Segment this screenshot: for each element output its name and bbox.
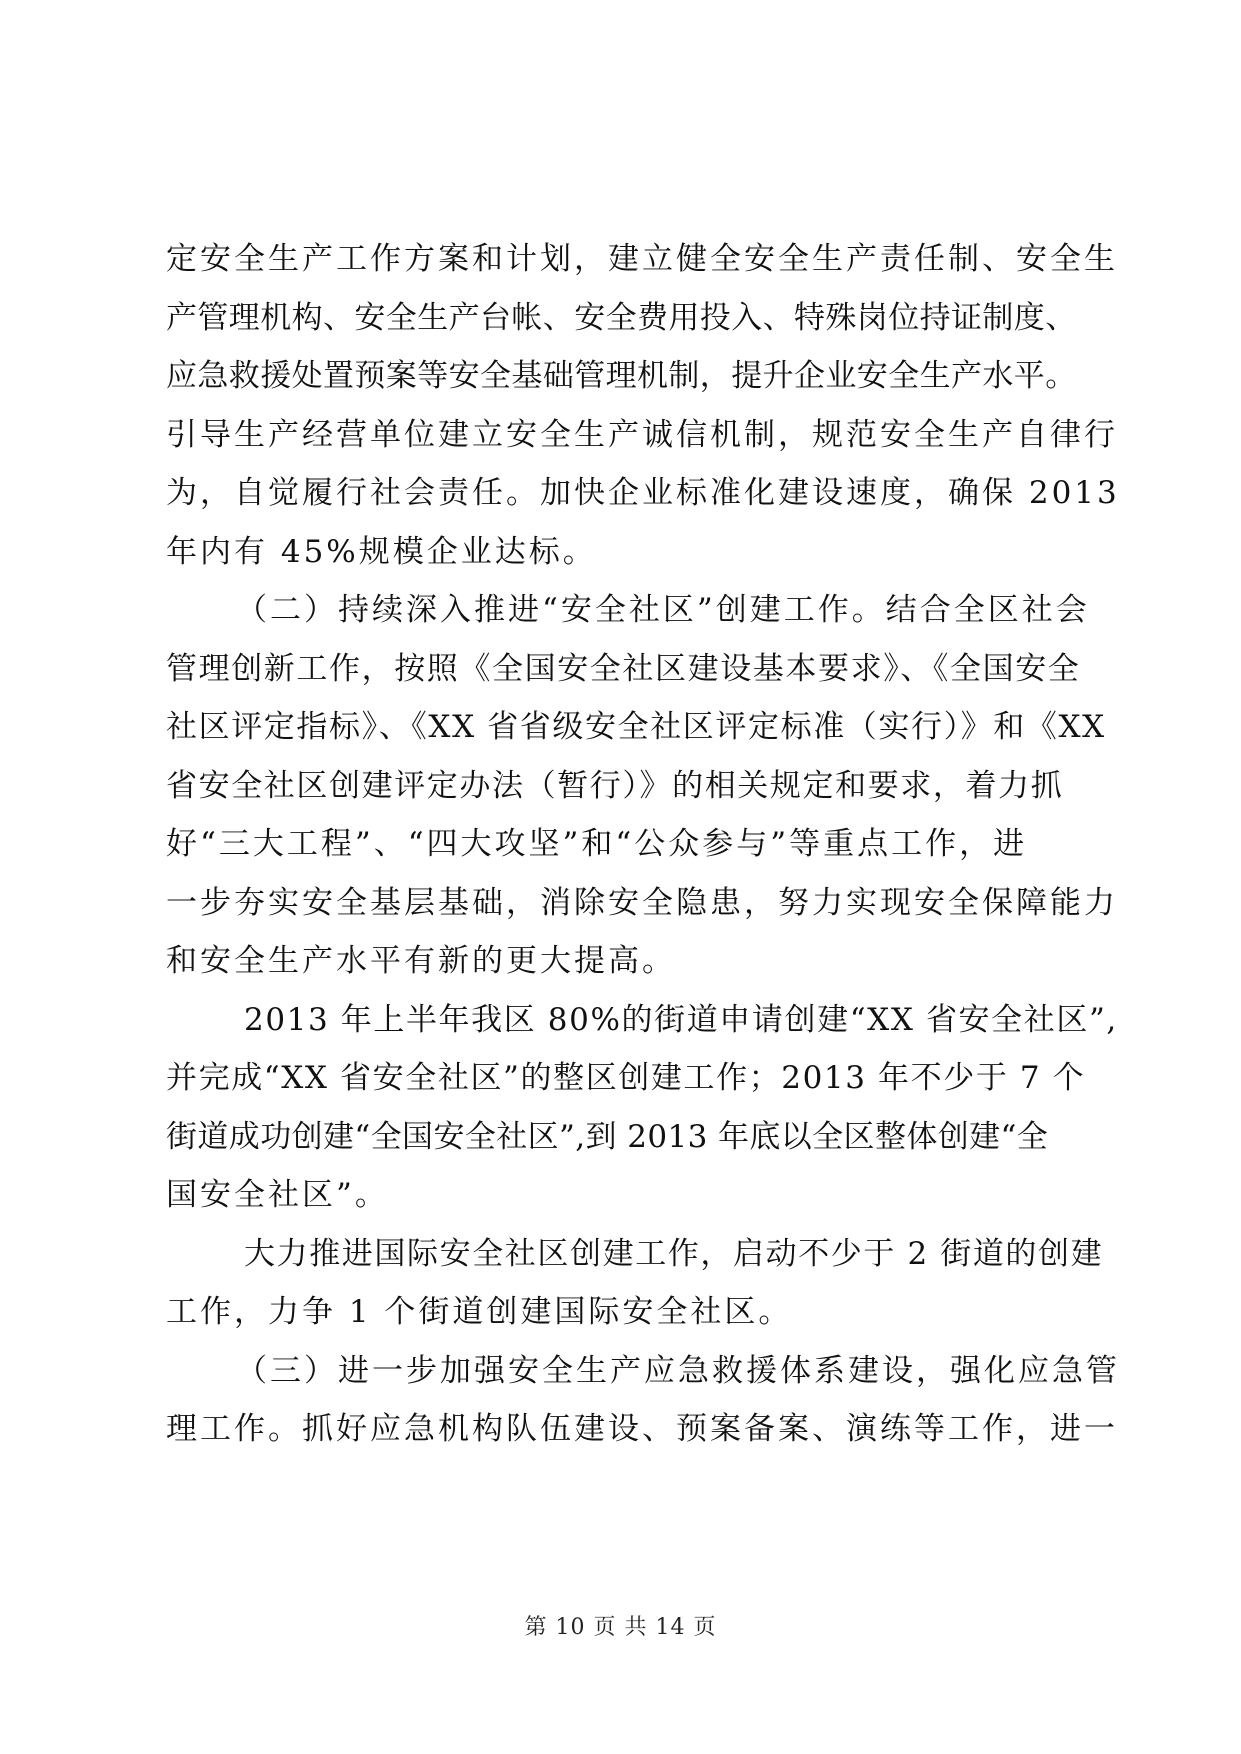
text-line: 好“三大工程”、“四大攻坚”和“公众参与”等重点工作，进 <box>166 826 1028 862</box>
text-line: 社区评定指标》、《XX 省省级安全社区评定标准（实行）》和《XX <box>166 709 1106 745</box>
page-number-footer: 第 10 页 共 14 页 <box>524 1615 717 1640</box>
text-line: 定安全生产工作方案和计划，建立健全安全生产责任制、安全生 <box>166 241 1118 277</box>
text-line: 省安全社区创建评定办法（暂行）》的相关规定和要求，着力抓 <box>166 767 1064 804</box>
text-line: 管理创新工作，按照《全国安全社区建设基本要求》、《全国安全 <box>166 650 1081 687</box>
text-line: 国安全社区”。 <box>166 1177 389 1213</box>
text-line: （二）持续深入推进“安全社区”创建工作。结合全区社会 <box>236 592 1090 628</box>
text-line: 和安全生产水平有新的更大提高。 <box>166 943 676 979</box>
text-line: 并完成“XX 省安全社区”的整区创建工作；2013 年不少于 7 个 <box>166 1060 1086 1096</box>
text-line: 为，自觉履行社会责任。加快企业标准化建设速度，确保 2013 <box>166 475 1120 511</box>
text-line: 一步夯实安全基层基础，消除安全隐患，努力实现安全保障能力 <box>166 884 1118 921</box>
text-line: 引导生产经营单位建立安全生产诚信机制，规范安全生产自律行 <box>166 416 1118 453</box>
text-line: 应急救援处置预案等安全基础管理机制，提升企业安全生产水平。 <box>166 358 1077 394</box>
text-line: 街道成功创建“全国安全社区”,到 2013 年底以全区整体创建“全 <box>166 1118 1049 1155</box>
text-line: 理工作。抓好应急机构队伍建设、预案备案、演练等工作，进一 <box>166 1411 1118 1447</box>
text-line: 工作，力争 1 个街道创建国际安全社区。 <box>166 1294 793 1330</box>
text-line: 大力推进国际安全社区创建工作，启动不少于 2 街道的创建 <box>244 1235 1104 1272</box>
text-line: （三）进一步加强安全生产应急救援体系建设，强化应急管 <box>236 1352 1120 1389</box>
text-line: 2013 年上半年我区 80%的街道申请创建“XX 省安全社区”, <box>244 1001 1118 1038</box>
document-body <box>166 230 1120 1459</box>
text-line: 年内有 45%规模企业达标。 <box>166 533 597 570</box>
text-line: 产管理机构、安全生产台帐、安全费用投入、特殊岗位持证制度、 <box>166 299 1077 336</box>
